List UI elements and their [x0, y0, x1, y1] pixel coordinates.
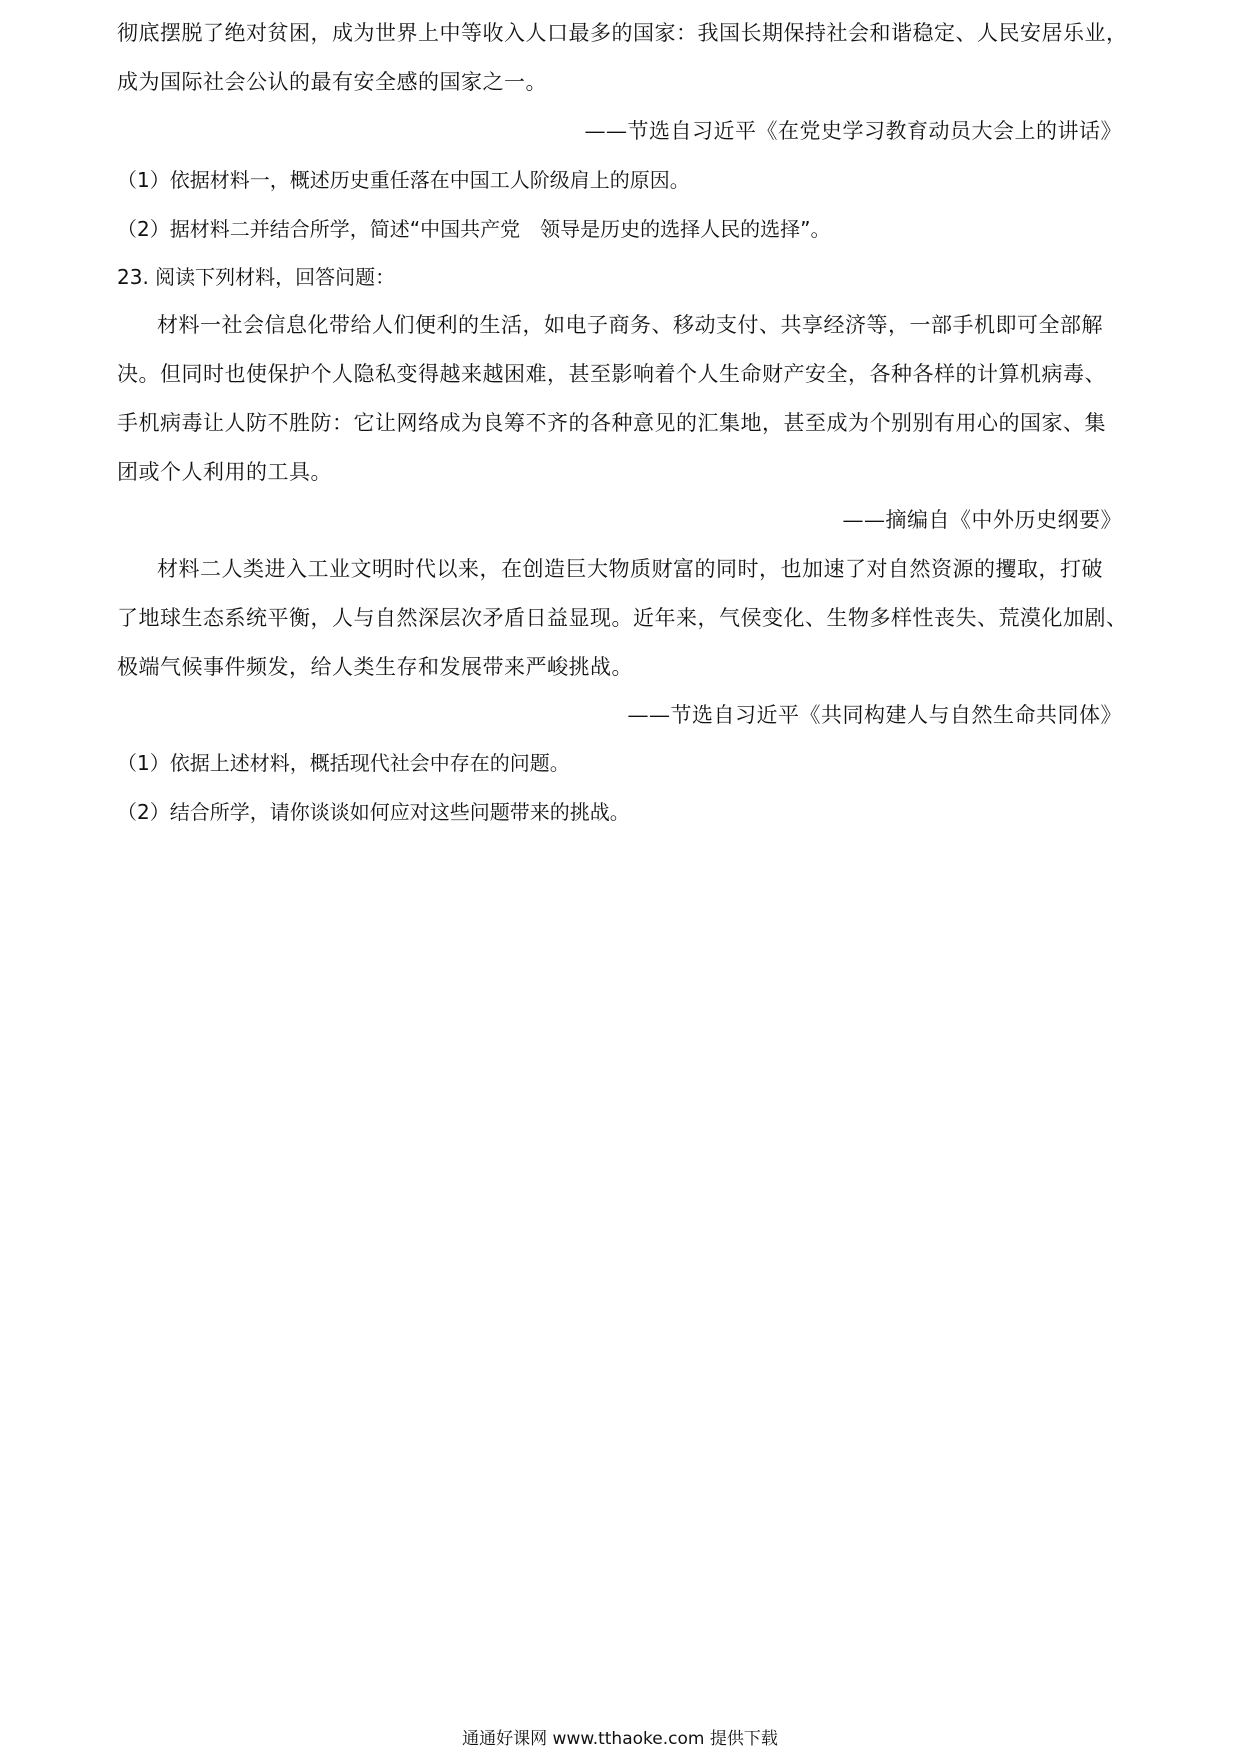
material-continued-line-1: 彻底摆脱了绝对贫困，成为世界上中等收入人口最多的国家：我国长期保持社会和谐稳定、人民安居乐业，	[117, 21, 1128, 45]
q23-subquestion-1: （1）依据上述材料，概括现代社会中存在的问题。	[117, 751, 570, 775]
q23-material2-line-1: 材料二人类进入工业文明时代以来，在创造巨大物质财富的同时，也加速了对自然资源的攫取，打破	[157, 557, 1103, 581]
q22-subquestion-2: （2）据材料二并结合所学，简述“中国共产党 领导是历史的选择人民的选择”。	[117, 217, 831, 241]
footer-watermark: 通通好课网 www.tthaoke.com 提供下载	[462, 1729, 778, 1749]
q23-material1-line-3: 手机病毒让人防不胜防：它让网络成为良筹不齐的各种意见的汇集地，甚至成为个别别有用心的国家、集	[117, 411, 1106, 435]
q22-subquestion-1: （1）依据材料一，概述历史重任落在中国工人阶级肩上的原因。	[117, 168, 690, 192]
q23-material2-source: ——节选自习近平《共同构建人与自然生命共同体》	[627, 703, 1122, 727]
material-continued-line-2: 成为国际社会公认的最有安全感的国家之一。	[117, 70, 547, 94]
material-continued-source: ——节选自习近平《在党史学习教育动员大会上的讲话》	[584, 119, 1122, 143]
q23-subquestion-2: （2）结合所学，请你谈谈如何应对这些问题带来的挑战。	[117, 800, 630, 824]
q23-material1-line-1: 材料一社会信息化带给人们便利的生活，如电子商务、移动支付、共享经济等，一部手机即可全部解	[157, 313, 1103, 337]
q23-material1-source: ——摘编自《中外历史纲要》	[842, 508, 1122, 532]
q23-material2-line-3: 极端气候事件频发，给人类生存和发展带来严峻挑战。	[117, 655, 633, 679]
q23-material2-line-2: 了地球生态系统平衡，人与自然深层次矛盾日益显现。近年来，气侯变化、生物多样性丧失、荒漠化加剧、	[117, 606, 1128, 630]
q23-material1-line-4: 团或个人利用的工具。	[117, 460, 332, 484]
q23-material1-line-2: 决。但同时也使保护个人隐私变得越来越困难，甚至影响着个人生命财产安全，各种各样的计算机病毒、	[117, 362, 1106, 386]
q23-heading: 23. 阅读下列材料，回答问题：	[117, 265, 396, 289]
